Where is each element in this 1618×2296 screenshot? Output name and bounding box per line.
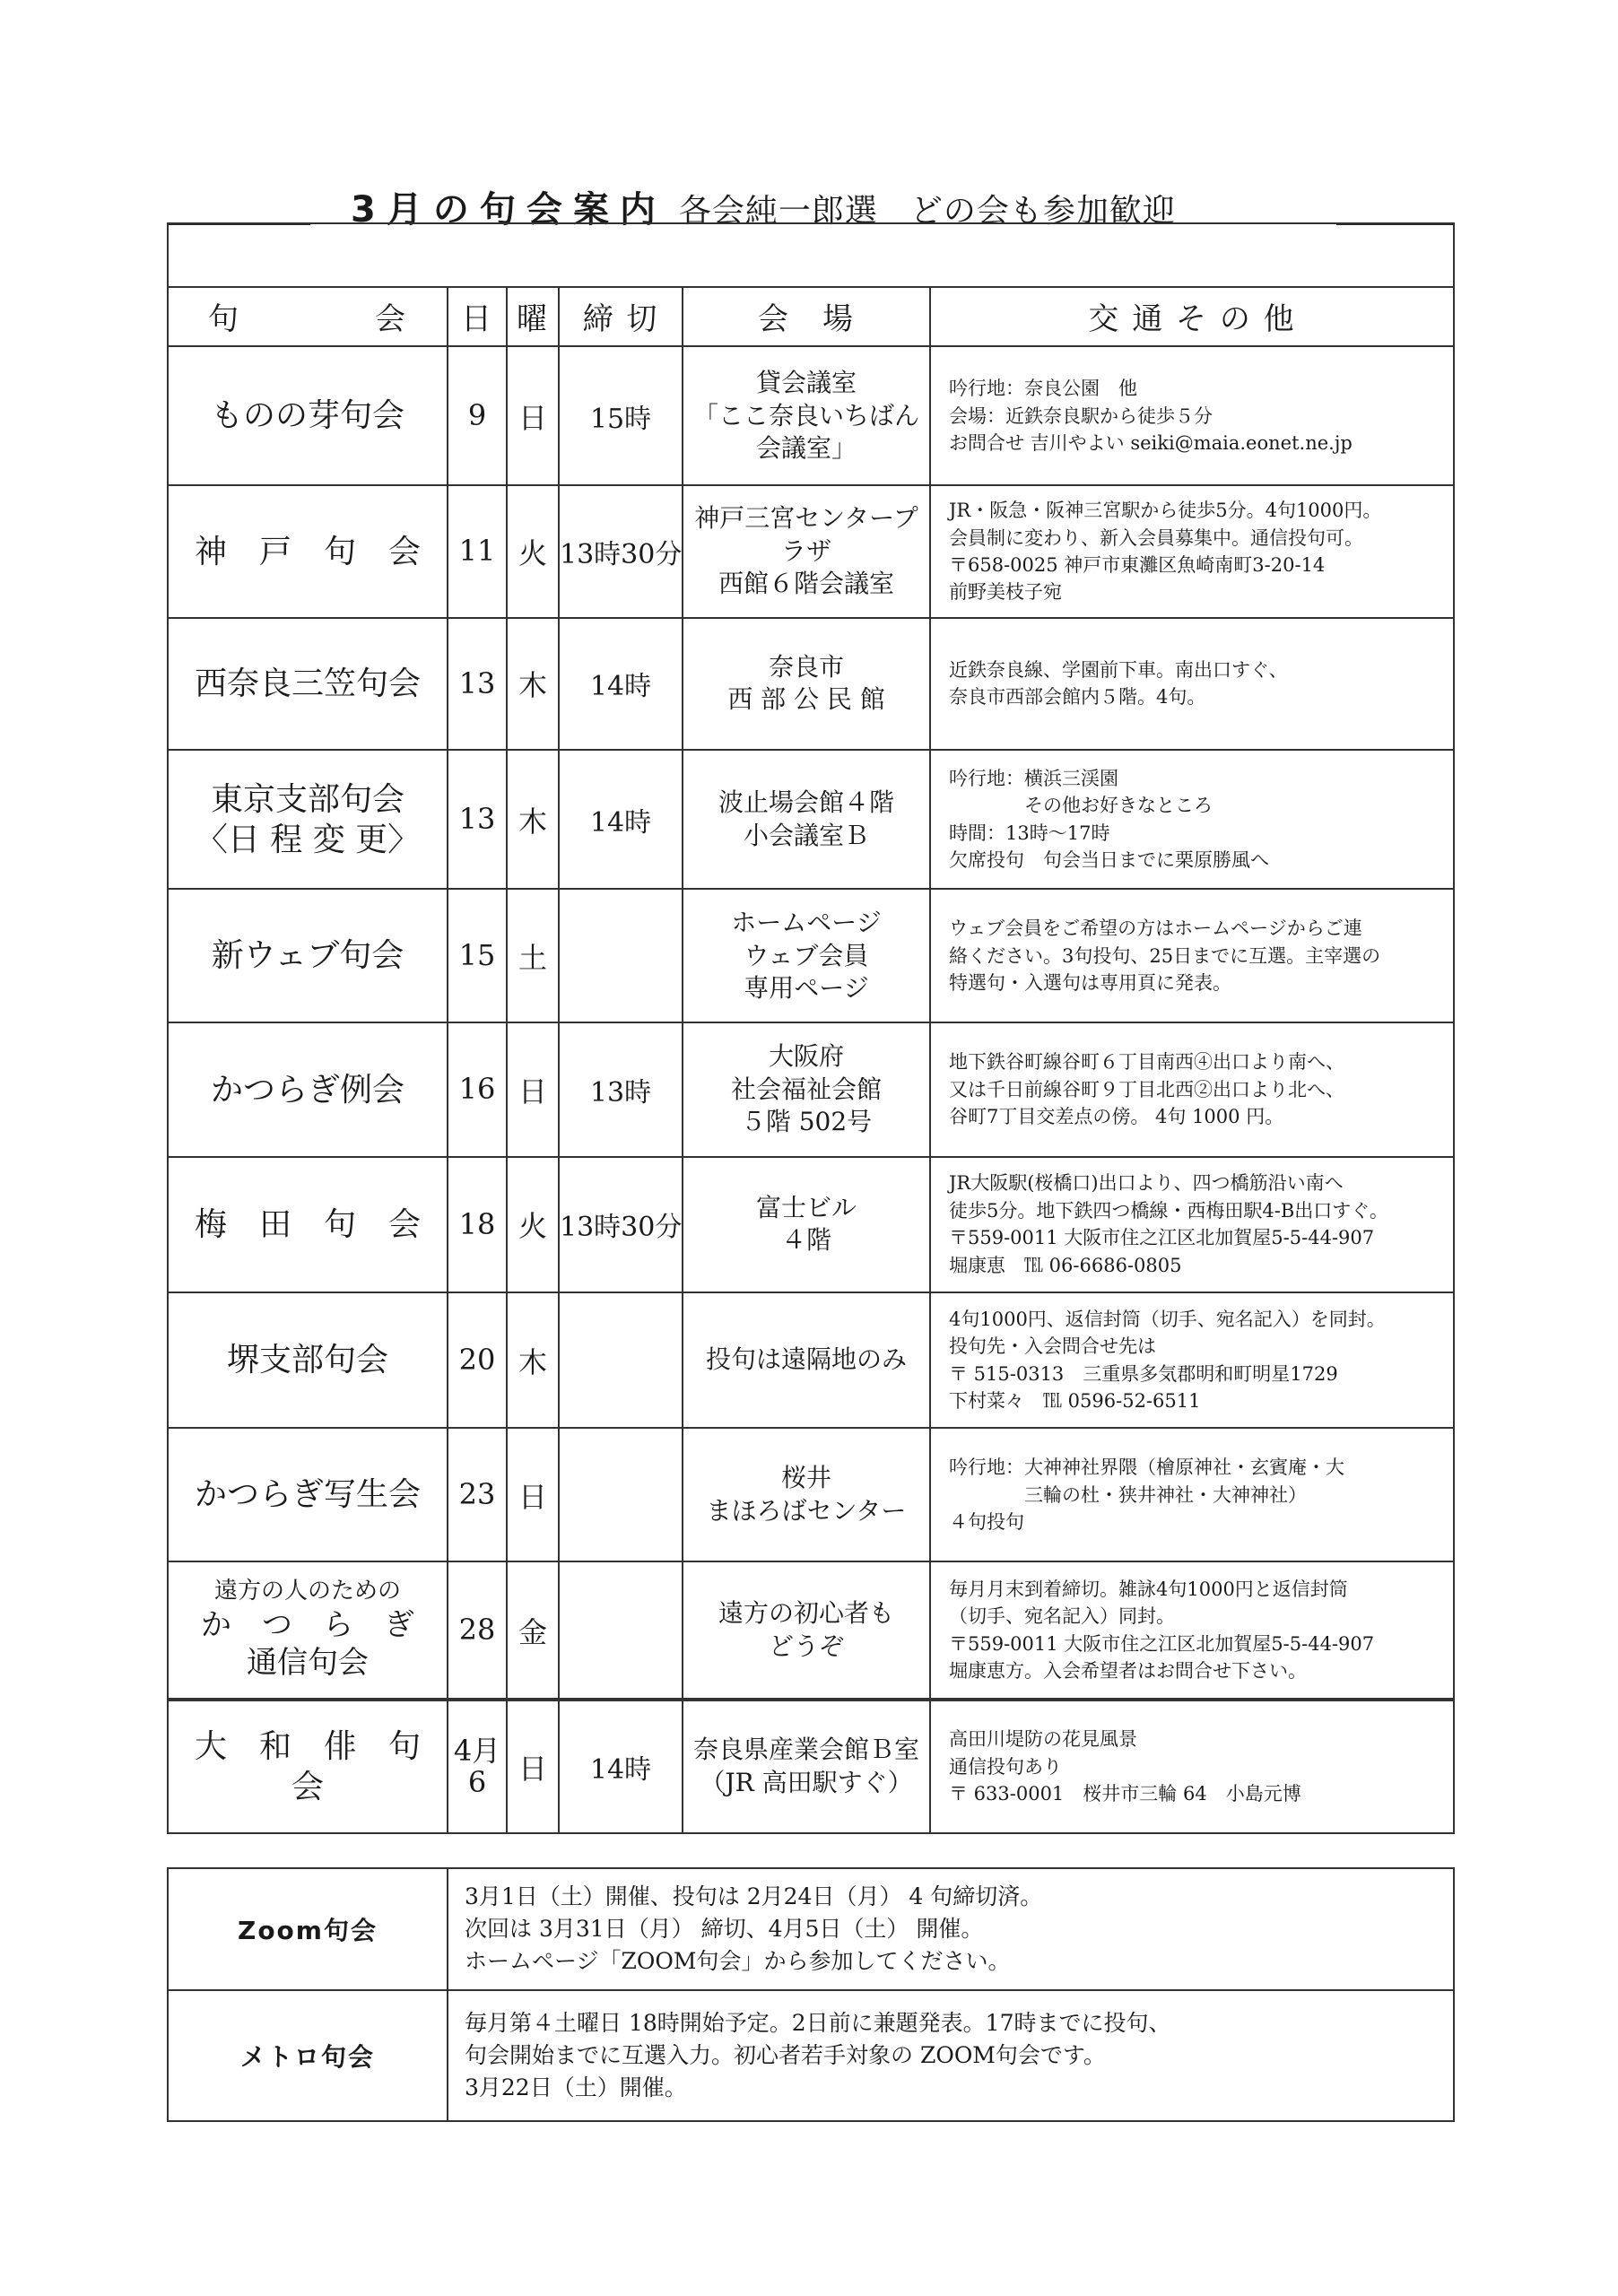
row-dow: 日	[507, 1022, 559, 1156]
row-deadline: 14時	[559, 1700, 683, 1833]
table-row	[168, 346, 1454, 485]
row-venue: 富士ビル ４階	[683, 1157, 930, 1292]
schedule-rows	[168, 346, 1454, 1833]
row-name-text: ものの芽句会	[210, 397, 404, 435]
row-day: 11	[448, 485, 507, 617]
row-venue: 投句は遠隔地のみ	[683, 1292, 930, 1428]
row-name	[168, 1292, 448, 1428]
online-name: メトロ句会	[168, 1990, 448, 2121]
row-day: 4月 6	[448, 1700, 507, 1833]
row-name-text: 堺支部句会	[226, 1342, 388, 1379]
row-day: 15	[448, 889, 507, 1022]
row-deadline	[559, 889, 683, 1022]
row-other: 吟行地：大神神社界隈（檜原神社・玄賓庵・大 三輪の杜・狭井神社・大神神社） ４句投句	[930, 1428, 1454, 1561]
row-dow: 木	[507, 1292, 559, 1428]
row-venue: 波止場会館４階 小会議室Ｂ	[683, 750, 930, 889]
row-deadline: 13時30分	[559, 485, 683, 617]
row-other: 近鉄奈良線、学園前下車。南出口すぐ、 奈良市西部会館内５階。4句。	[930, 618, 1454, 750]
row-venue: 大阪府 社会福祉会館 ５階 502号	[683, 1022, 930, 1156]
row-venue: 貸会議室 「ここ奈良いちばん 会議室」	[683, 346, 930, 485]
schedule-table	[167, 222, 1455, 1834]
row-deadline	[559, 1292, 683, 1428]
row-other: 地下鉄谷町線谷町６丁目南西④出口より南へ、 又は千日前線谷町９丁目北西②出口より北へ、 谷町7丁目交差点の傍。 4句 1000 円。	[930, 1022, 1454, 1156]
row-other: 吟行地：横浜三渓園 その他お好きなところ 時間：13時～17時 欠席投句 句会当日までに栗原勝風へ	[930, 750, 1454, 889]
row-venue: ホームページ ウェブ会員 専用ページ	[683, 889, 930, 1022]
page-title: 3月の句会案内	[351, 189, 666, 230]
row-other: JR・阪急・阪神三宮駅から徒歩5分。4句1000円。 会員制に変わり、新入会員募集中。通信投句可。 〒658-0025 神戸市東灘区魚崎南町3-20-14 前野美枝子宛	[930, 485, 1454, 617]
row-venue: 桜井 まほろばセンター	[683, 1428, 930, 1561]
table-row	[168, 750, 1454, 889]
page-subtitle: 各会純一郎選	[678, 193, 878, 230]
row-dow: 金	[507, 1561, 559, 1699]
row-name	[168, 346, 448, 485]
table-row	[168, 1292, 1454, 1428]
online-name: Zoom句会	[168, 1868, 448, 1990]
row-other: ウェブ会員をご希望の方はホームページからご連 絡ください。3句投句、25日までに互選。主宰選の 特選句・入選句は専用頁に発表。	[930, 889, 1454, 1022]
online-row	[168, 1990, 1454, 2121]
row-dow: 日	[507, 1700, 559, 1833]
table-row	[168, 889, 1454, 1022]
header-name	[168, 287, 448, 347]
row-deadline	[559, 1428, 683, 1561]
row-dow: 日	[507, 1428, 559, 1561]
online-text: 毎月第４土曜日 18時開始予定。2日前に兼題発表。17時までに投句、 句会開始までに互選入力。初心者若手対象の ZOOM句会です。 3月22日（土）開催。	[448, 1990, 1454, 2121]
row-name-text: 新ウェブ句会	[211, 937, 404, 975]
online-table	[167, 1867, 1455, 2122]
row-name	[168, 1157, 448, 1292]
row-deadline: 14時	[559, 750, 683, 889]
row-deadline	[559, 1561, 683, 1699]
row-dow: 日	[507, 346, 559, 485]
row-name-text: か つ ら ぎ 通信句会	[201, 1606, 414, 1682]
online-rows	[168, 1868, 1454, 2121]
row-other: 4句1000円、返信封筒（切手、宛名記入）を同封。 投句先・入会問合せ先は 〒 515-0313 三重県多気郡明和町明星1729 下村菜々 ℡ 0596-52-6511	[930, 1292, 1454, 1428]
row-day: 16	[448, 1022, 507, 1156]
row-name	[168, 1022, 448, 1156]
row-dow: 火	[507, 1157, 559, 1292]
table-row	[168, 1022, 1454, 1156]
row-name	[168, 1428, 448, 1561]
row-dow: 木	[507, 618, 559, 750]
header-deadline: 締 切	[559, 287, 683, 347]
row-day: 13	[448, 750, 507, 889]
row-other: 吟行地：奈良公園 他 会場：近鉄奈良駅から徒歩５分 お問合せ 吉川やよい seiki@maia.eonet.ne.jp	[930, 346, 1454, 485]
table-row	[168, 1157, 1454, 1292]
row-name-text: 梅 田 句 会	[194, 1205, 421, 1243]
row-name	[168, 1561, 448, 1699]
row-name-text: 西奈良三笠句会	[194, 665, 421, 702]
row-deadline: 13時	[559, 1022, 683, 1156]
row-day: 9	[448, 346, 507, 485]
table-spacer-row	[168, 223, 1454, 287]
row-day: 28	[448, 1561, 507, 1699]
row-deadline: 13時30分	[559, 1157, 683, 1292]
row-other: 高田川堤防の花見風景 通信投句あり 〒 633-0001 桜井市三輪 64 小島元博	[930, 1700, 1454, 1833]
table-row	[168, 485, 1454, 617]
header-other: 交 通 そ の 他	[930, 287, 1454, 347]
header-dow: 曜	[507, 287, 559, 347]
row-name-text: 大 和 俳 句 会	[194, 1727, 454, 1805]
online-row	[168, 1868, 1454, 1990]
table-row	[168, 1700, 1454, 1833]
row-day: 18	[448, 1157, 507, 1292]
row-name-note: 遠方の人のための	[213, 1578, 401, 1605]
row-day: 20	[448, 1292, 507, 1428]
row-name-text: 東京支部句会 〈日 程 変 更〉	[195, 780, 421, 858]
row-venue: 奈良県産業会館Ｂ室 （JR 高田駅すぐ）	[683, 1700, 930, 1833]
row-venue: 奈良市 西 部 公 民 館	[683, 618, 930, 750]
row-day: 13	[448, 618, 507, 750]
row-name-text: 神 戸 句 会	[194, 533, 421, 570]
table-header-row	[168, 287, 1454, 347]
table-row	[168, 618, 1454, 750]
header-name-2: 会	[375, 301, 407, 338]
row-name	[168, 889, 448, 1022]
row-other: JR大阪駅(桜橋口)出口より、四つ橋筋沿い南へ 徒歩5分。地下鉄四つ橋線・西梅田駅4-B出口すぐ。 〒559-0011 大阪市住之江区北加賀屋5-5-44-907 堀康恵 ℡ 06-6686-0805	[930, 1157, 1454, 1292]
row-deadline: 15時	[559, 346, 683, 485]
row-dow: 土	[507, 889, 559, 1022]
row-name	[168, 750, 448, 889]
row-dow: 火	[507, 485, 559, 617]
row-deadline: 14時	[559, 618, 683, 750]
row-name	[168, 618, 448, 750]
row-day: 23	[448, 1428, 507, 1561]
row-other: 毎月月末到着締切。雑詠4句1000円と返信封筒 （切手、宛名記入）同封。 〒559-0011 大阪市住之江区北加賀屋5-5-44-907 堀康恵方。入会希望者はお問合せ下さい。	[930, 1561, 1454, 1699]
header-day: 日	[448, 287, 507, 347]
row-name-text: かつらぎ写生会	[194, 1476, 421, 1514]
row-name	[168, 485, 448, 617]
table-row	[168, 1561, 1454, 1699]
row-name	[168, 1700, 454, 1833]
online-text: 3月1日（土）開催、投句は 2月24日（月） 4 句締切済。 次回は 3月31日（月） 締切、4月5日（土） 開催。 ホームページ「ZOOM句会」から参加してください。	[448, 1868, 1454, 1990]
header-venue: 会 場	[683, 287, 930, 347]
row-name-text: かつらぎ例会	[210, 1071, 404, 1109]
header-name-1: 句	[208, 301, 240, 338]
row-venue: 神戸三宮センタープラザ 西館６階会議室	[683, 485, 930, 617]
row-dow: 木	[507, 750, 559, 889]
table-row	[168, 1428, 1454, 1561]
row-venue: 遠方の初心者も どうぞ	[683, 1561, 930, 1699]
page-subtitle-2: どの会も参加歓迎	[909, 193, 1176, 230]
